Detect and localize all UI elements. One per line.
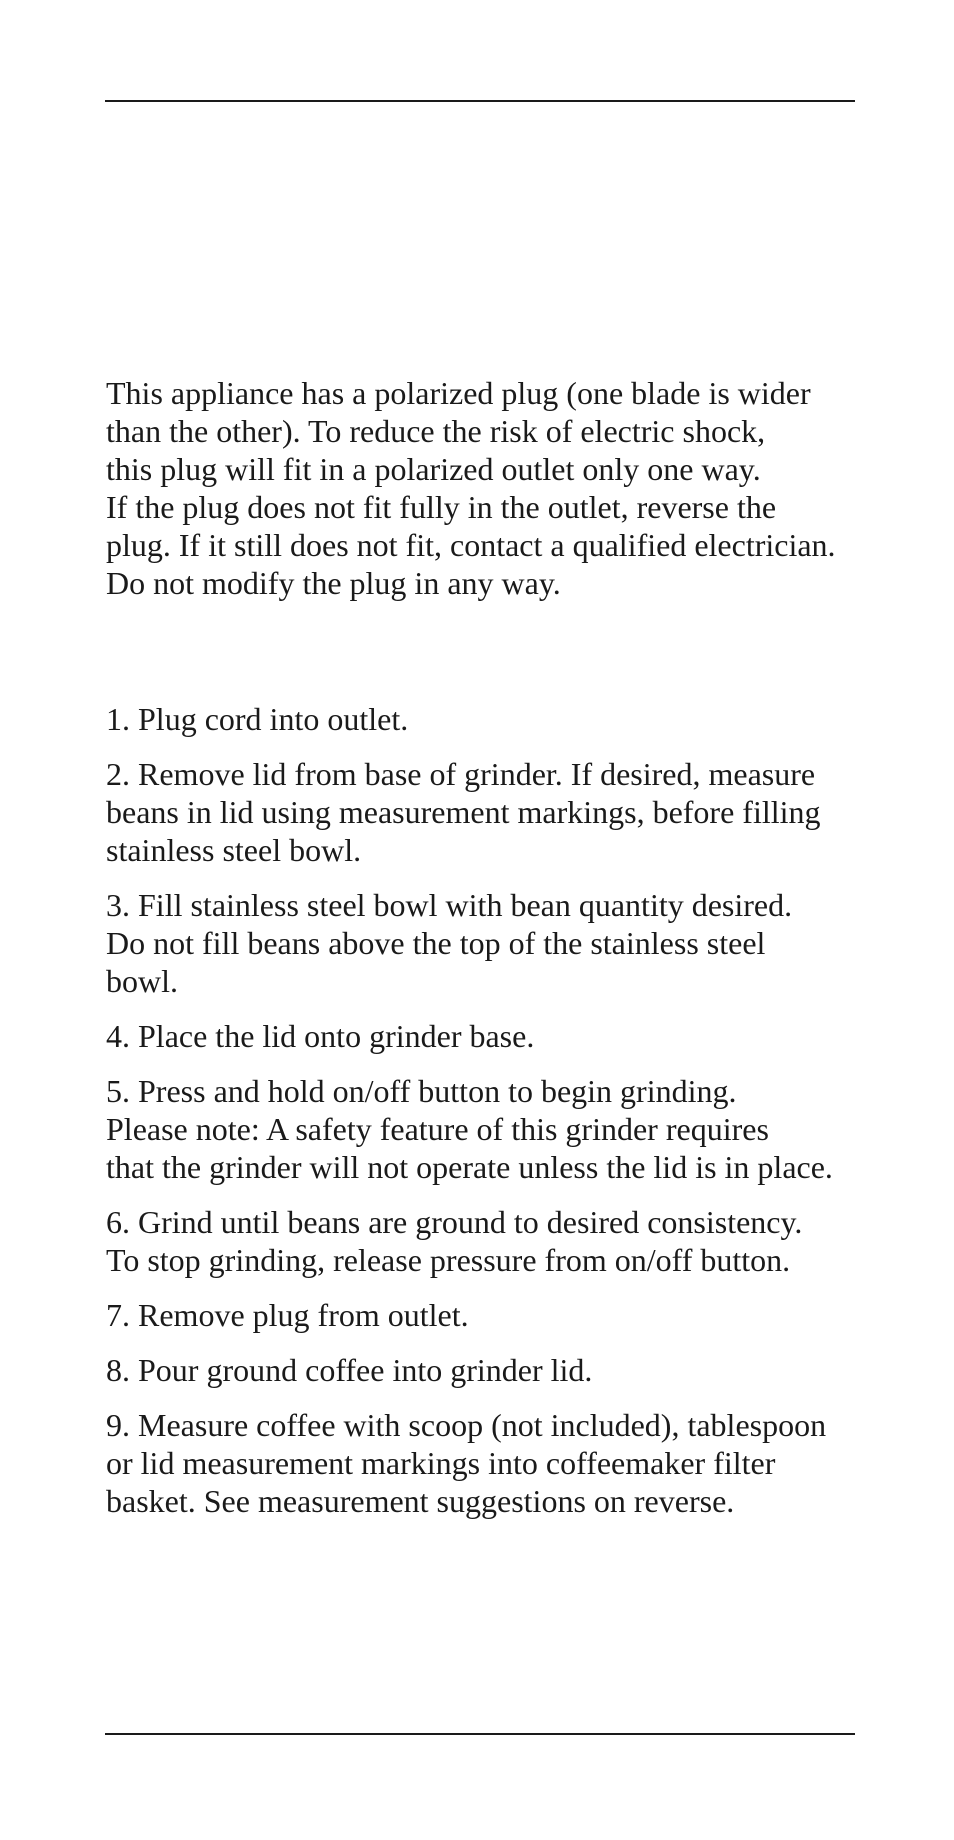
step-line: Do not fill beans above the top of the stainless steel <box>106 925 766 961</box>
instruction-steps <box>106 700 866 1537</box>
step-line: 9. Measure coffee with scoop (not included), tablespoon <box>106 1407 827 1443</box>
step-line: 7. Remove plug from outlet. <box>106 1297 469 1333</box>
step-line: or lid measurement markings into coffeemaker filter <box>106 1445 776 1481</box>
warning-line: If the plug does not fit fully in the outlet, reverse the <box>106 489 777 525</box>
step-line: 8. Pour ground coffee into grinder lid. <box>106 1352 593 1388</box>
step-9 <box>106 1406 866 1520</box>
warning-line: this plug will fit in a polarized outlet only one way. <box>106 451 761 487</box>
step-line: 5. Press and hold on/off button to begin grinding. <box>106 1073 737 1109</box>
bottom-divider <box>105 1733 855 1735</box>
top-divider <box>105 100 855 102</box>
step-line: bowl. <box>106 963 178 999</box>
step-line: beans in lid using measurement markings, before filling <box>106 794 821 830</box>
step-line: 3. Fill stainless steel bowl with bean quantity desired. <box>106 887 793 923</box>
warning-line: Do not modify the plug in any way. <box>106 565 561 601</box>
step-line: 4. Place the lid onto grinder base. <box>106 1018 535 1054</box>
step-1 <box>106 700 866 738</box>
step-8 <box>106 1351 866 1389</box>
warning-line: than the other). To reduce the risk of electric shock, <box>106 413 766 449</box>
warning-line: plug. If it still does not fit, contact a qualified electrician. <box>106 527 836 563</box>
step-3 <box>106 886 866 1000</box>
polarized-plug-warning <box>106 374 866 602</box>
step-5 <box>106 1072 866 1186</box>
step-7 <box>106 1296 866 1334</box>
step-line: basket. See measurement suggestions on reverse. <box>106 1483 735 1519</box>
step-line: 1. Plug cord into outlet. <box>106 701 409 737</box>
step-line: 2. Remove lid from base of grinder. If desired, measure <box>106 756 816 792</box>
step-line: To stop grinding, release pressure from on/off button. <box>106 1242 791 1278</box>
step-6 <box>106 1203 866 1279</box>
step-line: Please note: A safety feature of this grinder requires <box>106 1111 769 1147</box>
step-4 <box>106 1017 866 1055</box>
step-2 <box>106 755 866 869</box>
warning-line: This appliance has a polarized plug (one blade is wider <box>106 375 811 411</box>
step-line: 6. Grind until beans are ground to desired consistency. <box>106 1204 803 1240</box>
step-line: that the grinder will not operate unless the lid is in place. <box>106 1149 833 1185</box>
step-line: stainless steel bowl. <box>106 832 362 868</box>
